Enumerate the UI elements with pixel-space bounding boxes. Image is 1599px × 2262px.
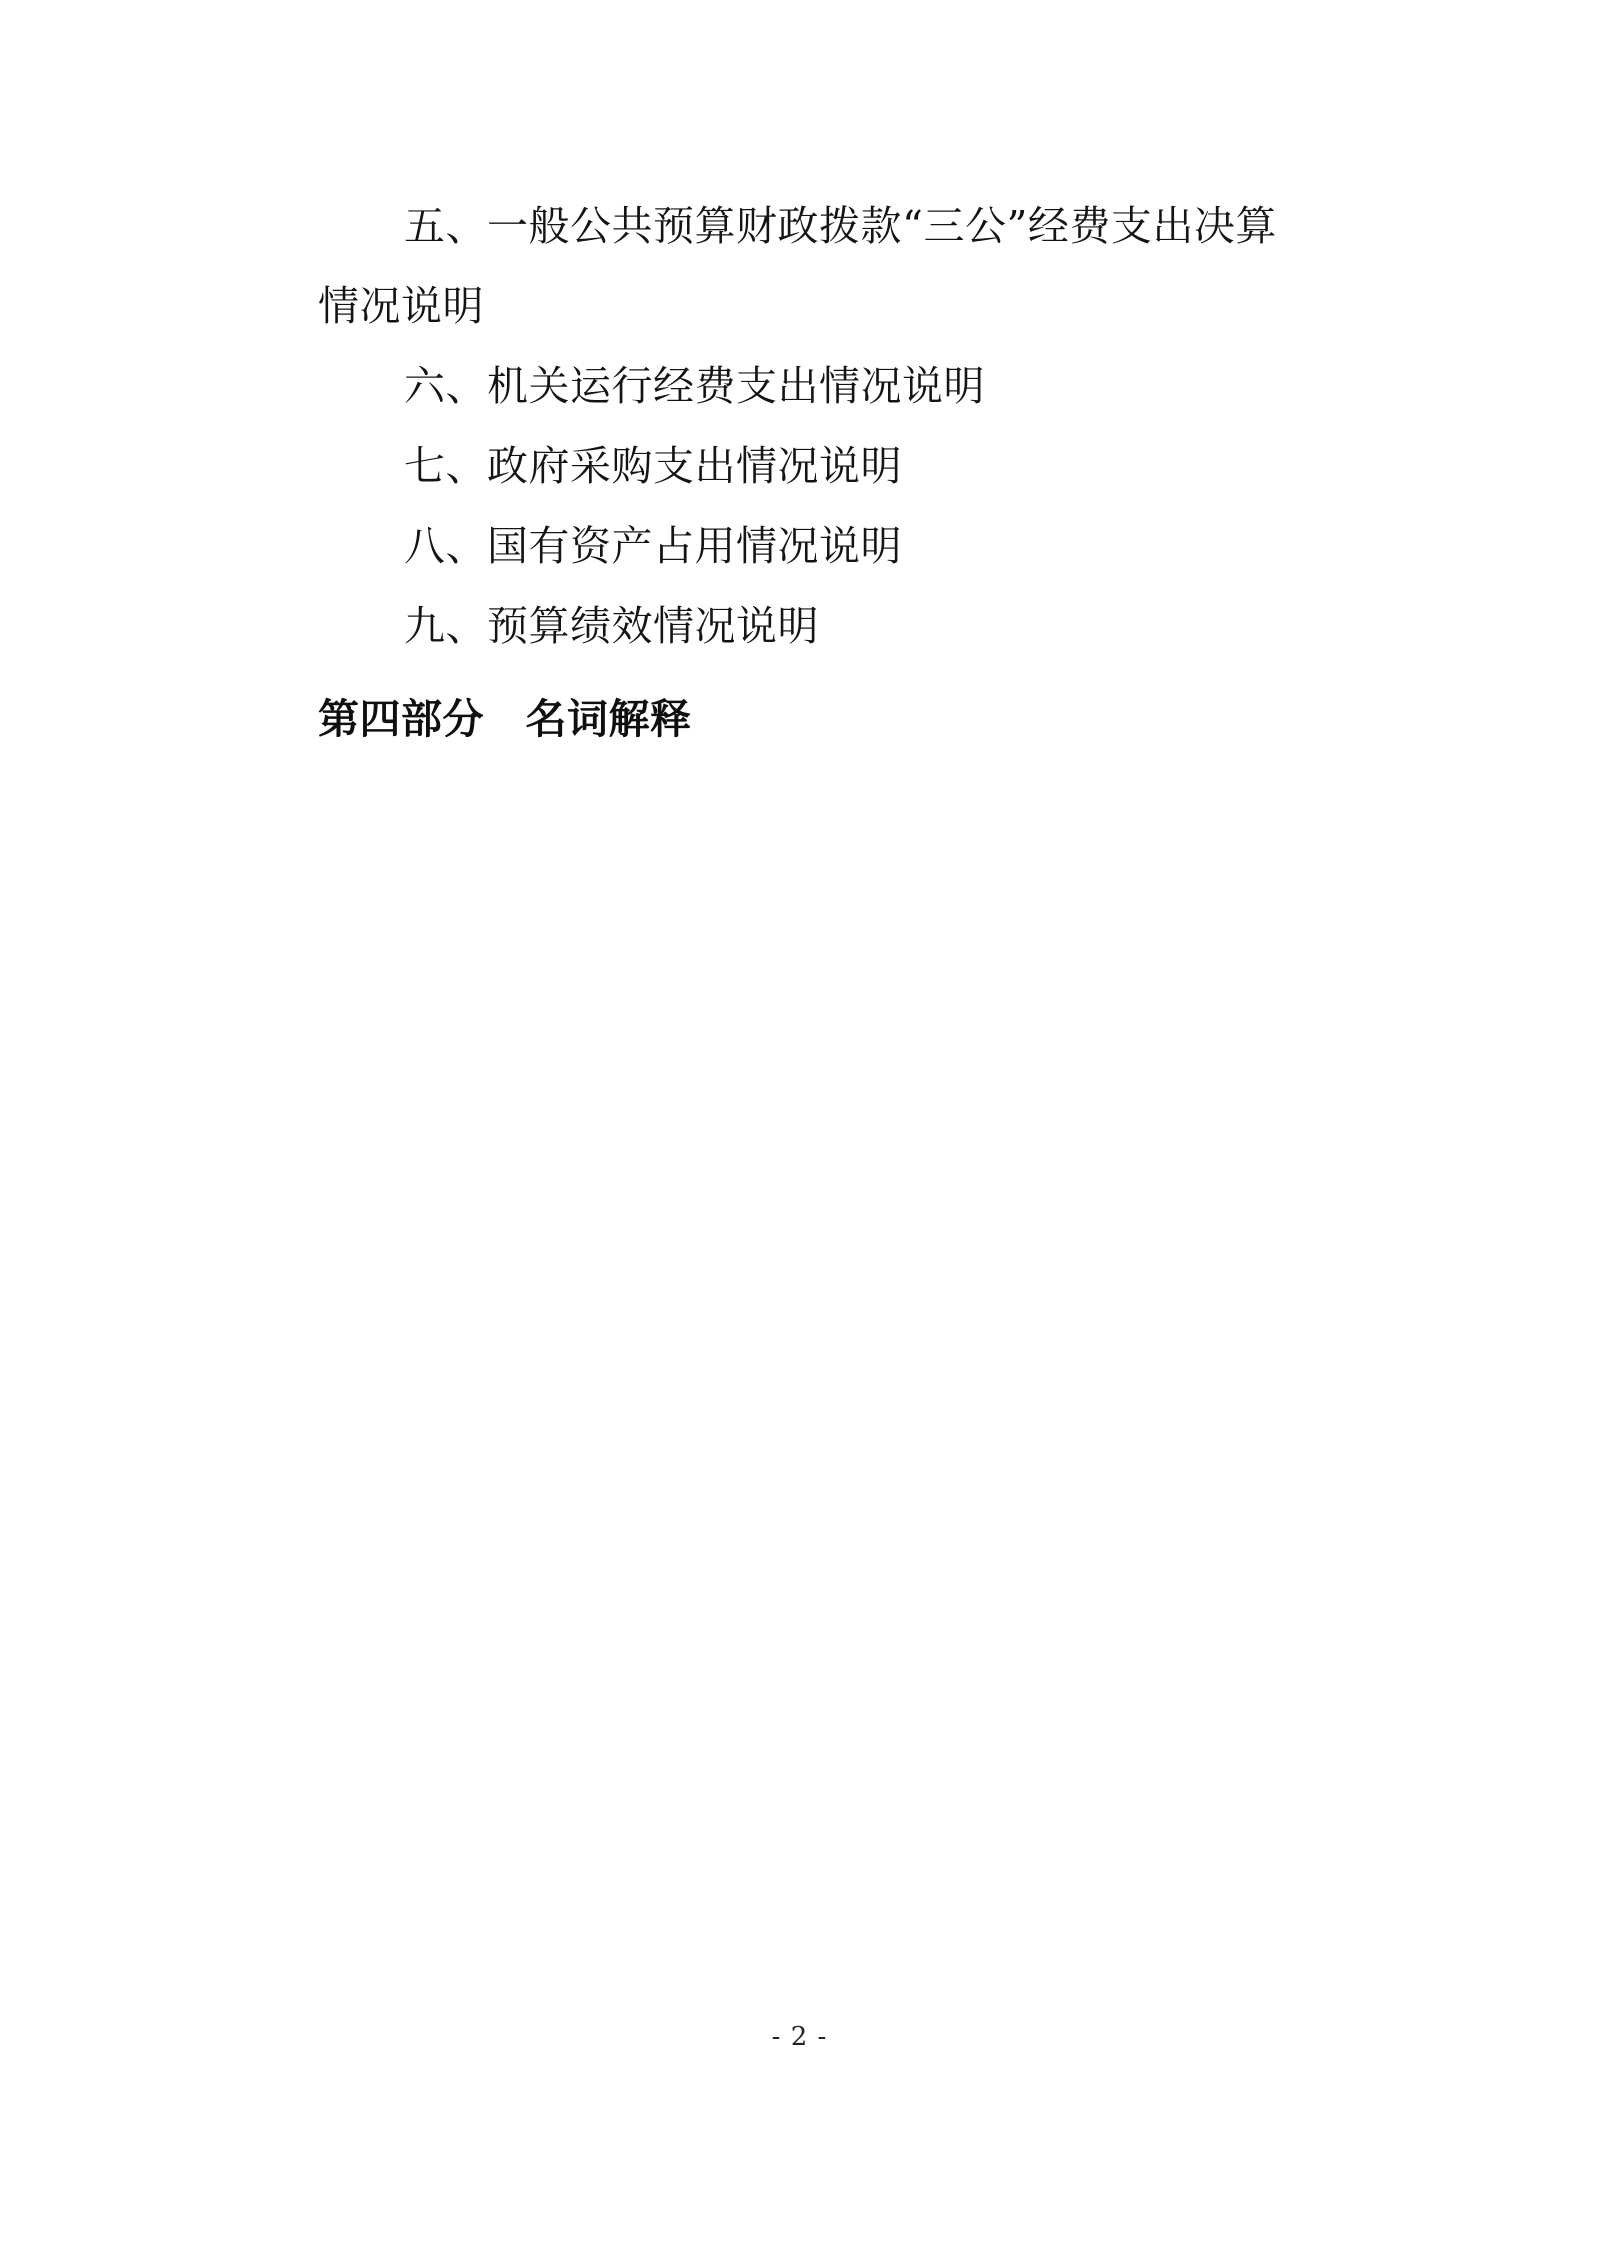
toc-item-6: 六、机关运行经费支出情况说明 [404, 362, 985, 410]
table-of-contents [318, 186, 1328, 762]
part-four-heading: 第四部分 名词解释 [318, 695, 692, 743]
toc-item-8: 八、国有资产占用情况说明 [404, 522, 902, 570]
toc-item-5-line1: 五、一般公共预算财政拨款“三公”经费支出决算 [404, 202, 1277, 250]
toc-item-7: 七、政府采购支出情况说明 [404, 442, 902, 490]
toc-item-5-line2: 情况说明 [318, 282, 484, 330]
toc-item-9: 九、预算绩效情况说明 [404, 602, 819, 650]
page-number: - 2 - [771, 2022, 828, 2052]
